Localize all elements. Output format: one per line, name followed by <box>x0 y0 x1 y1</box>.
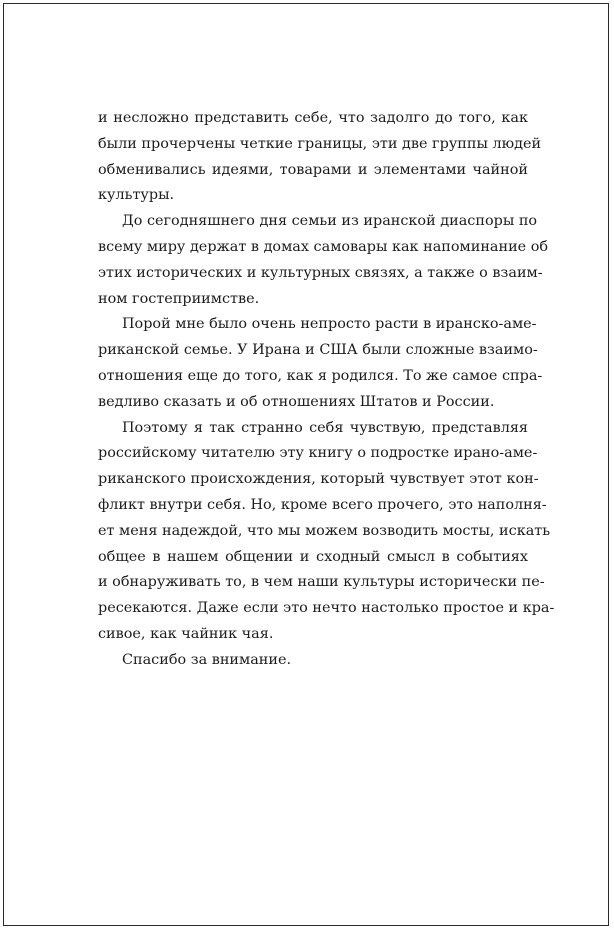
text-line: всему миру держат в домах самовары как напоминание об <box>98 238 549 255</box>
text-line: риканского происхождения, который чувствует этот кон- <box>98 471 539 488</box>
text-line: ведливо сказать и об отношениях Штатов и России. <box>98 393 495 410</box>
page-text <box>98 106 555 674</box>
text-line: российскому читателю эту книгу о подростке ирано-аме- <box>98 445 538 462</box>
text-line: фликт внутри себя. Но, кроме всего прочего, это наполня- <box>98 496 547 513</box>
paragraph <box>98 106 542 209</box>
book-page <box>3 3 609 926</box>
text-line: Спасибо за внимание. <box>122 651 292 668</box>
text-line: отношения еще до того, как я родился. То же самое спра- <box>98 367 543 384</box>
paragraph <box>98 209 549 312</box>
text-line: ет меня надеждой, что мы можем возводить мосты, искать <box>98 522 551 539</box>
text-line: ном гостеприимстве. <box>98 290 260 307</box>
text-line: этих исторических и культурных связях, а также о взаим- <box>98 264 543 281</box>
text-line: сивое, как чайник чая. <box>98 625 274 642</box>
text-line: общее в нашем общении и сходный смысл в событиях <box>98 548 528 565</box>
paragraph <box>98 648 528 674</box>
text-line: Порой мне было очень непросто расти в иранско-аме- <box>122 316 537 333</box>
text-line: ресекаются. Даже если это нечто настолько простое и кра- <box>98 600 555 617</box>
text-line: и обнаруживать то, в чем наши культуры исторически пе- <box>98 574 545 591</box>
text-line: Поэтому я так странно себя чувствую, представляя <box>122 419 528 436</box>
paragraph <box>98 312 543 415</box>
paragraph <box>98 416 555 648</box>
text-line: риканской семье. У Ирана и США были сложные взаимо- <box>98 342 538 359</box>
text-line: обменивались идеями, товарами и элементами чайной <box>98 161 528 178</box>
text-line: культуры. <box>98 187 175 204</box>
text-line: До сегодняшнего дня семьи из иранской диаспоры по <box>122 213 538 230</box>
text-line: и несложно представить себе, что задолго до того, как <box>98 110 528 126</box>
text-line: были прочерчены четкие границы, эти две группы людей <box>98 135 542 152</box>
